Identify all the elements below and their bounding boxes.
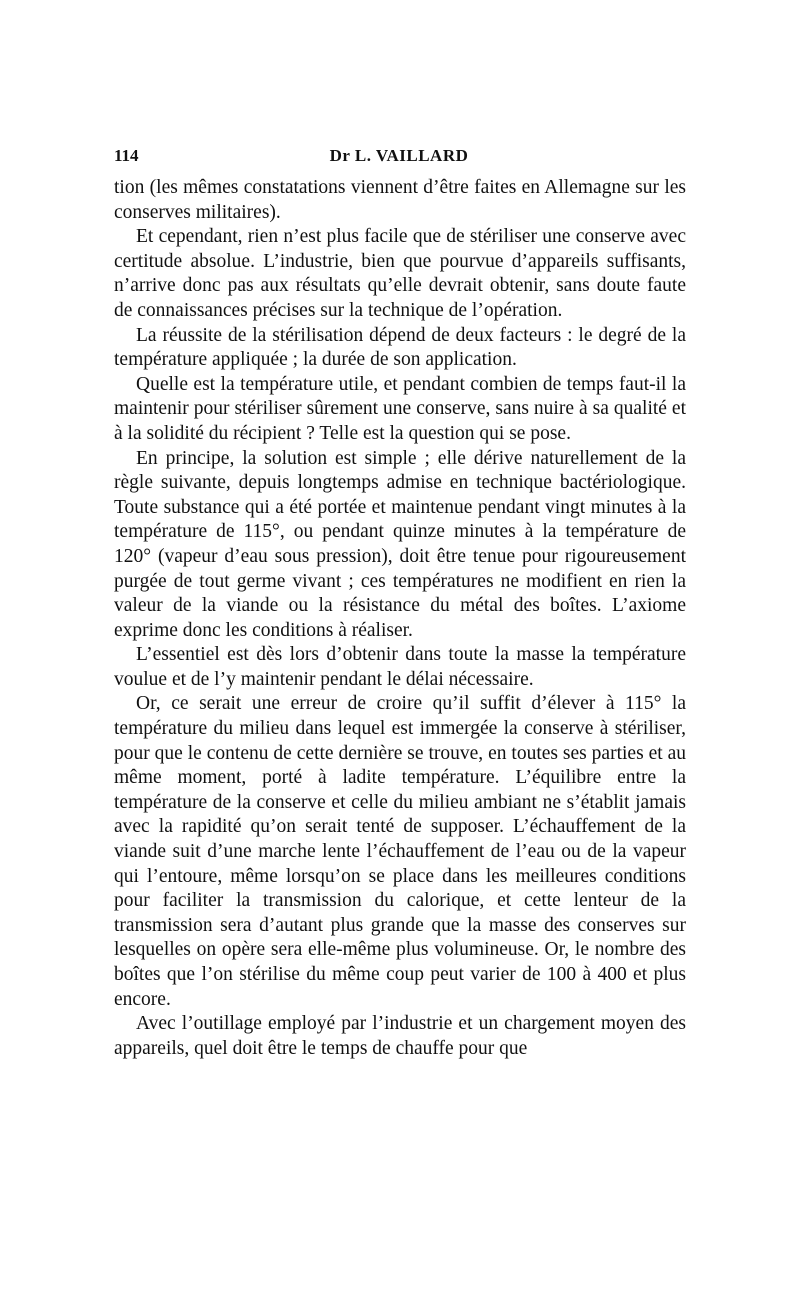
paragraph: En principe, la solution est simple ; elle dérive naturellement de la règle suivante, depuis longtemps admise en technique bactériologique. Toute substance qui a été portée et maintenue pendant vingt minutes à la température de 115°, ou pendant quinze minutes à la température de 120° (vapeur d’eau sous pression), doit être tenue pour rigoureusement purgée de tout germe vivant ; ces températures ne modifient en rien la valeur de la viande ou la résistance du métal des boîtes. L’axiome exprime donc les conditions à réaliser. bbox=[114, 447, 686, 641]
paragraph: Quelle est la température utile, et pendant combien de temps faut-il la maintenir pour stériliser sûrement une conserve, sans nuire à sa qualité et à la solidité du récipient ? Telle est la question qui se pose. bbox=[114, 373, 686, 444]
paragraph: tion (les mêmes constatations viennent d’être faites en Allemagne sur les conserves militaires). bbox=[114, 177, 686, 223]
paragraph: La réussite de la stérilisation dépend de deux facteurs : le degré de la température appliquée ; la durée de son application. bbox=[114, 324, 686, 371]
paragraph: L’essentiel est dès lors d’obtenir dans toute la masse la température voulue et de l’y maintenir pendant le délai nécessaire. bbox=[114, 644, 686, 690]
running-head: Dr L. VAILLARD bbox=[329, 146, 469, 165]
body-text bbox=[114, 176, 686, 1061]
paragraph: Et cependant, rien n’est plus facile que de stériliser une conserve avec certitude absolue. L’industrie, bien que pourvue d’appareils suffisants, n’arrive donc pas aux résultats qu’elle devrait obtenir, sans doute faute de connaissances précises sur la technique de l’opération. bbox=[114, 226, 686, 321]
paragraph: Or, ce serait une erreur de croire qu’il suffit d’élever à 115° la température du milieu dans lequel est immergée la conserve à stériliser, pour que le contenu de cette dernière se trouve, en toutes ses parties et au même moment, porté à ladite température. L’équilibre entre la température de la conserve et celle du milieu ambiant ne s’établit jamais avec la rapidité qu’on serait tenté de supposer. L’échauffement de la viande suit d’une marche lente l’échauffement de l’eau ou de la vapeur qui l’entoure, même lorsqu’on se place dans les meilleures conditions pour faciliter la transmission du calorique, et cette lenteur de la transmission sera d’autant plus grande que la masse des conserves sur lesquelles on opère sera elle-même plus volumineuse. Or, le nombre des boîtes que l’on stérilise du même coup peut varier de 100 à 400 et plus encore. bbox=[114, 693, 686, 1010]
paragraph: Avec l’outillage employé par l’industrie et un chargement moyen des appareils, quel doit être le temps de chauffe pour que bbox=[114, 1013, 686, 1059]
page-header bbox=[114, 146, 684, 170]
page-number: 114 bbox=[114, 146, 139, 165]
